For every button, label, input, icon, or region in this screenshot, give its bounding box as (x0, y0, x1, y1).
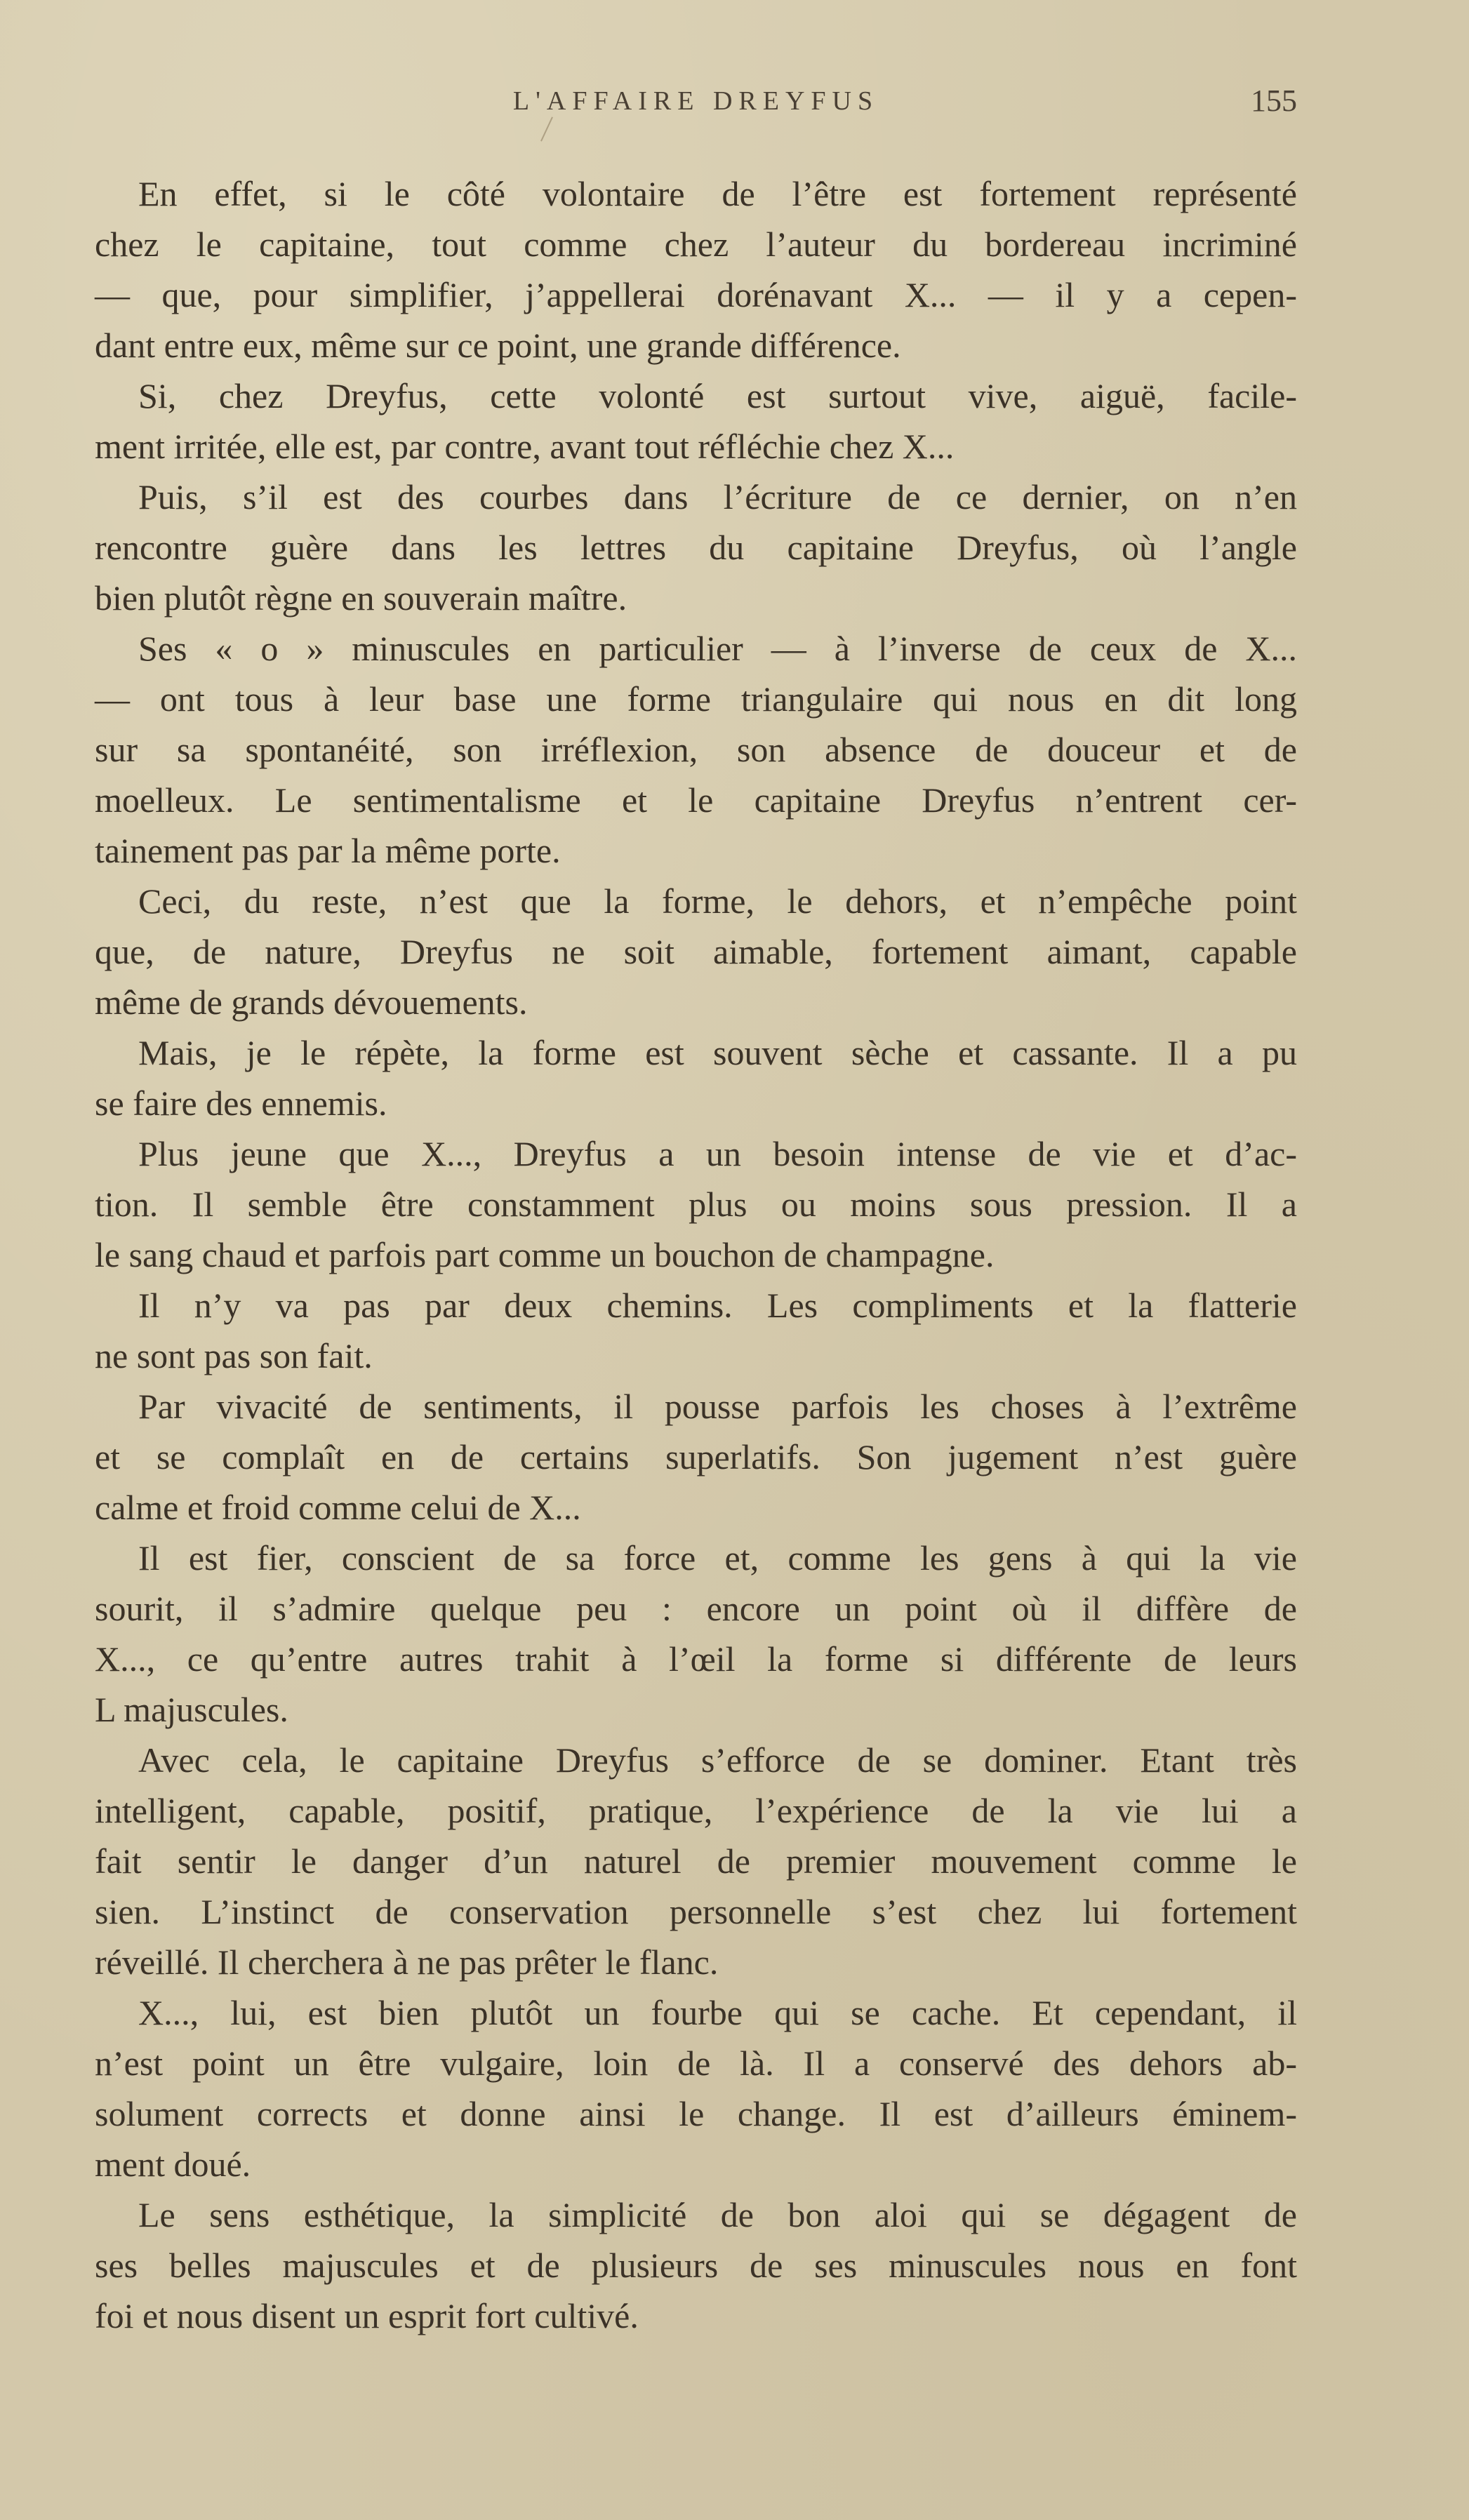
text-line: En effet, si le côté volontaire de l’être est fortement représenté (138, 174, 1297, 213)
text-line: tainement pas par la même porte. (95, 831, 561, 870)
text-line: fait sentir le danger d’un naturel de premier mouvement comme le (95, 1841, 1297, 1881)
text-line: X..., ce qu’entre autres trahit à l’œil la forme si différente de leurs (95, 1639, 1297, 1679)
text-line: dant entre eux, même sur ce point, une grande différence. (95, 326, 901, 365)
text-line: Plus jeune que X..., Dreyfus a un besoin intense de vie et d’ac- (138, 1134, 1297, 1173)
paragraph (95, 1987, 1297, 2189)
text-line: sur sa spontanéité, son irréflexion, son absence de douceur et de (95, 730, 1297, 769)
text-line: intelligent, capable, positif, pratique, l’expérience de la vie lui a (95, 1791, 1297, 1830)
text-line: n’est point un être vulgaire, loin de là. Il a conservé des dehors ab- (95, 2044, 1297, 2083)
paragraph (95, 168, 1297, 371)
text-line: sien. L’instinct de conservation personnelle s’est chez lui fortement (95, 1892, 1297, 1931)
paragraph (95, 1381, 1297, 1533)
text-line: ses belles majuscules et de plusieurs de ses minuscules nous en font (95, 2246, 1297, 2285)
page-number: 155 (1251, 84, 1297, 118)
text-line: — ont tous à leur base une forme triangulaire qui nous en dit long (95, 679, 1297, 719)
paragraph (95, 876, 1297, 1027)
text-line: ment irritée, elle est, par contre, avant tout réfléchie chez X... (95, 427, 955, 466)
paragraph (95, 1533, 1297, 1735)
paragraph (95, 371, 1297, 472)
text-line: réveillé. Il cherchera à ne pas prêter le flanc. (95, 1942, 719, 1982)
running-title: L'AFFAIRE DREYFUS (512, 86, 879, 116)
text-line: calme et froid comme celui de X... (95, 1488, 581, 1527)
text-line: ne sont pas son fait. (95, 1336, 373, 1375)
text-line: Ses « o » minuscules en particulier — à l’inverse de ceux de X... (138, 629, 1297, 668)
text-line: sourit, il s’admire quelque peu : encore un point où il diffère de (95, 1589, 1297, 1628)
text-line: foi et nous disent un esprit fort cultivé. (95, 2296, 639, 2335)
text-line: même de grands dévouements. (95, 982, 528, 1022)
text-line: solument corrects et donne ainsi le change. Il est d’ailleurs éminem- (95, 2094, 1297, 2133)
text-line: Il n’y va pas par deux chemins. Les compliments et la flatterie (138, 1286, 1297, 1325)
text-line: Ceci, du reste, n’est que la forme, le dehors, et n’empêche point (138, 881, 1297, 921)
text-line: Le sens esthétique, la simplicité de bon aloi qui se dégagent de (138, 2195, 1297, 2234)
text-line: se faire des ennemis. (95, 1084, 387, 1123)
text-line: Par vivacité de sentiments, il pousse parfois les choses à l’extrême (138, 1387, 1297, 1426)
text-line: Mais, je le répète, la forme est souvent sèche et cassante. Il a pu (138, 1033, 1297, 1072)
text-line: que, de nature, Dreyfus ne soit aimable, fortement aimant, capable (95, 932, 1297, 971)
paragraph (95, 1280, 1297, 1381)
text-line: rencontre guère dans les lettres du capitaine Dreyfus, où l’angle (95, 528, 1297, 567)
paragraph (95, 623, 1297, 876)
text-line: Puis, s’il est des courbes dans l’écriture de ce dernier, on n’en (138, 477, 1297, 516)
text-line: tion. Il semble être constamment plus ou moins sous pression. Il a (95, 1185, 1297, 1224)
text-line: Il est fier, conscient de sa force et, comme les gens à qui la vie (138, 1538, 1297, 1578)
text-line: Avec cela, le capitaine Dreyfus s’efforce de se dominer. Etant très (138, 1740, 1297, 1780)
paragraph (95, 1128, 1297, 1280)
body-text (95, 168, 1297, 2341)
text-line: chez le capitaine, tout comme chez l’auteur du bordereau incriminé (95, 225, 1297, 264)
text-line: X..., lui, est bien plutôt un fourbe qui se cache. Et cependant, il (138, 1993, 1297, 2032)
text-line: ment doué. (95, 2145, 251, 2184)
paragraph (95, 472, 1297, 623)
text-line: L majuscules. (95, 1690, 288, 1729)
running-head (95, 83, 1297, 125)
text-line: bien plutôt règne en souverain maître. (95, 578, 627, 618)
text-line: le sang chaud et parfois part comme un bouchon de champagne. (95, 1235, 995, 1274)
paragraph (95, 1735, 1297, 1987)
text-line: Si, chez Dreyfus, cette volonté est surtout vive, aiguë, facile- (138, 376, 1297, 415)
text-line: — que, pour simplifier, j’appellerai dorénavant X... — il y a cepen- (95, 275, 1297, 314)
text-line: et se complaît en de certains superlatifs. Son jugement n’est guère (95, 1437, 1297, 1476)
text-line: moelleux. Le sentimentalisme et le capitaine Dreyfus n’entrent cer- (95, 780, 1297, 820)
paragraph (95, 2189, 1297, 2341)
paragraph (95, 1027, 1297, 1128)
